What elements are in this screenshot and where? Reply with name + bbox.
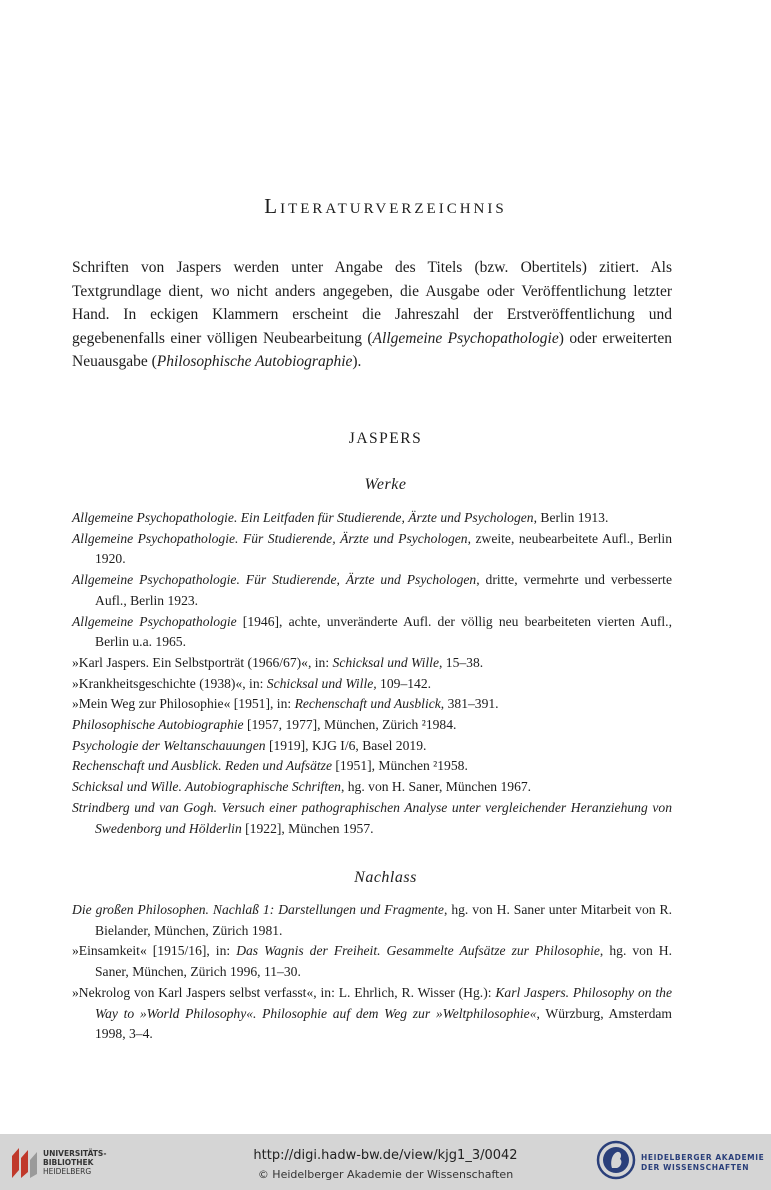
bibliography-entry-text-run: Karl Jaspers. Philosophy on the Way to »World Philosophy«. Philosophie auf dem Weg zur »Weltphilosophie« (95, 984, 673, 1021)
bibliography-entry (72, 756, 672, 777)
intro-text-run: ) oder erweiterten Neuausgabe ( (72, 329, 672, 370)
bibliography-entry-text-run: , zweite, neubearbeitete Aufl., Berlin 1920. (95, 530, 672, 567)
intro-text-run: ). (352, 353, 362, 370)
intro-text-run: Allgemeine Psychopathologie (372, 329, 559, 347)
bibliography-entry (72, 715, 672, 736)
bibliography-entry-text-run: Die großen Philosophen. Nachlaß 1: Darstellungen und Fragmente (72, 902, 444, 917)
bibliography-entry (72, 674, 672, 695)
intro-text-run: Philosophische Autobiographie (156, 353, 353, 370)
bibliography-entry-text-run: »Krankheitsgeschichte (1938)«, in: (72, 675, 267, 691)
footer-bar (0, 1134, 771, 1190)
bibliography-entry (72, 570, 672, 611)
bibliography-entry-text-run: [1946], achte, unveränderte Aufl. der völlig neu bearbeiteten vierten Aufl., Berlin u.a. 1965. (95, 613, 672, 650)
bibliography-entry-text-run: , 381–391. (440, 696, 499, 712)
permalink-url[interactable]: http://digi.hadw-bw.de/view/kjg1_3/0042 (253, 1148, 518, 1163)
bibliography-entry (72, 777, 672, 798)
bibliography-entry-text-run: [1922], München 1957. (241, 820, 374, 836)
bibliography-entry-text-run: 109–142. (376, 675, 432, 691)
bibliography-entry-text-run: , Berlin 1913. (533, 510, 609, 525)
bibliography-entry-text-run: Philosophische Autobiographie (72, 717, 244, 733)
bibliography-entry-text-run: Allgemeine Psychopathologie. Ein Leitfaden für Studierende, Ärzte und Psychologen (72, 510, 534, 525)
bibliography-entry-text-run: »Einsamkeit« [1915/16], in: (72, 943, 237, 959)
bibliography-entry-text-run: , hg. von H. Saner, München, Zürich 1996, 11–30. (95, 943, 672, 980)
copyright-text: © Heidelberger Akademie der Wissenschaften (257, 1168, 514, 1181)
subsection-title-nachlass: Nachlass (354, 869, 417, 886)
bibliography-entry-text-run: »Mein Weg zur Philosophie« [1951], in: (72, 696, 295, 712)
intro-text-run: Schriften von Jaspers werden unter Angabe des Titels (bzw. Obertitels) zitiert. Als Textgrundlage dient, wo nicht anders angegeben, die Ausgabe oder Veröffentlichung letzter Hand. In eckigen Klammern erscheint die Jahreszahl der Erstveröffentlichung und gegebenenfalls einer völligen Neubearbeitung ( (72, 259, 672, 347)
bibliography-list-nachlass (72, 900, 672, 1045)
bibliography-entry-text-run: , Würzburg, Amsterdam 1998, 3–4. (95, 1005, 672, 1042)
bibliography-entry-text-run: Allgemeine Psychopathologie. Für Studierende, Ärzte und Psychologen (72, 572, 477, 588)
bibliography-entry-text-run: [1951], München ²1958. (332, 758, 468, 774)
bibliography-entry (72, 529, 672, 570)
academy-seal-icon (596, 1140, 636, 1180)
bibliography-list-werke (72, 508, 672, 839)
bibliography-entry-text-run: Rechenschaft und Ausblick (294, 696, 441, 712)
bibliography-entry (72, 798, 672, 839)
bibliography-entry-text-run: »Nekrolog von Karl Jaspers selbst verfasst«, in: L. Ehrlich, R. Wisser (Hg.): (72, 984, 496, 1000)
bibliography-entry-text-run: Schicksal und Wille (332, 654, 439, 670)
bibliography-entry-text-run: [1957, 1977], München, Zürich ²1984. (243, 717, 457, 733)
bibliography-entry (72, 508, 672, 529)
bibliography-entry (72, 653, 672, 674)
bibliography-entry-text-run: , 15–38. (438, 654, 484, 670)
bibliography-entry-text-run: Strindberg und van Gogh. Versuch einer pathographischen Analyse unter vergleichender Heranziehung von Swedenborg und Hölderlin (72, 799, 672, 836)
bibliography-entry-text-run: Allgemeine Psychopathologie (72, 613, 237, 629)
bibliography-entry-text-run: , dritte, vermehrte und verbesserte Aufl., Berlin 1923. (95, 572, 672, 608)
bibliography-entry (72, 941, 672, 982)
bibliography-entry (72, 694, 672, 715)
bibliography-entry-text-run: »Karl Jaspers. Ein Selbstporträt (1966/67)«, in: (72, 654, 333, 670)
section-title-jaspers: JASPERS (348, 430, 423, 447)
bibliography-entry (72, 983, 672, 1045)
bibliography-entry-text-run: Rechenschaft und Ausblick. Reden und Aufsätze (72, 758, 332, 774)
academy-logo[interactable] (596, 1140, 766, 1184)
university-library-logo-text: UNIVERSITÄTS- BIBLIOTHEK HEIDELBERG (43, 1149, 107, 1176)
bibliography-entry (72, 612, 672, 653)
academy-logo-text: HEIDELBERGER AKADEMIE DER WISSENSCHAFTEN (641, 1153, 765, 1172)
bibliography-entry-text-run: Psychologie der Weltanschauungen (72, 737, 266, 753)
bibliography-entry-text-run: Allgemeine Psychopathologie. Für Studierende, Ärzte und Psychologen (72, 530, 468, 546)
bibliography-entry-text-run: , hg. von H. Saner unter Mitarbeit von R. Bielander, München, Zürich 1981. (95, 902, 672, 938)
bibliography-entry (72, 736, 672, 757)
subsection-title-werke: Werke (364, 476, 407, 493)
bibliography-entry-text-run: Das Wagnis der Freiheit. Gesammelte Aufsätze zur Philosophie (236, 943, 600, 959)
bibliography-entry-text-run: [1919], KJG I/6, Basel 2019. (265, 737, 427, 753)
bibliography-entry-text-run: Schicksal und Wille, (266, 675, 377, 691)
page-title: Literaturverzeichnis (264, 194, 507, 219)
bibliography-entry-text-run: Schicksal und Wille. Autobiographische Schriften (72, 779, 341, 795)
bibliography-entry-text-run: , hg. von H. Saner, München 1967. (340, 779, 532, 795)
bibliography-entry (72, 900, 672, 941)
intro-paragraph (72, 256, 672, 374)
